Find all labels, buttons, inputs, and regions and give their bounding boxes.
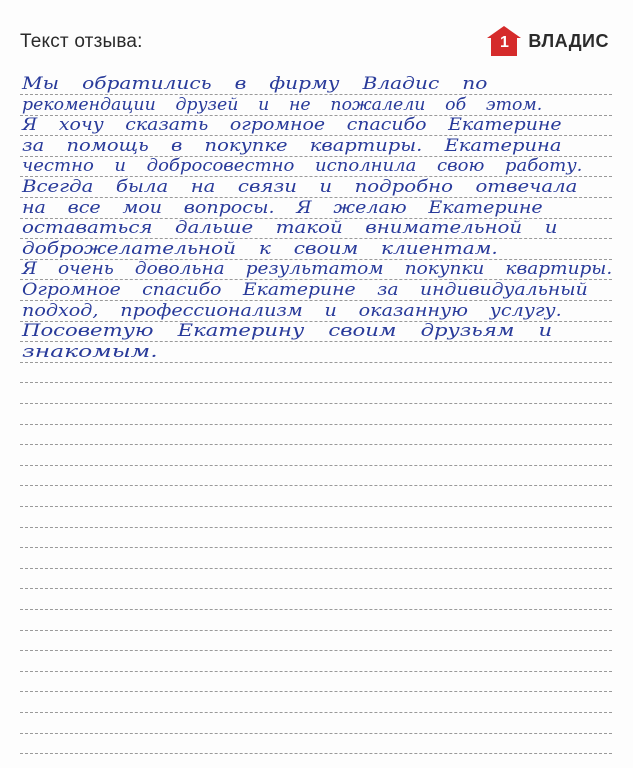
handwritten-line: доброжелательной к своим клиентам.: [22, 238, 498, 259]
logo-brand-name: ВЛАДИС: [528, 30, 609, 51]
ruled-line: [20, 547, 612, 548]
ruled-line: [20, 527, 612, 528]
handwritten-line: Я хочу сказать огромное спасибо Екатерине: [22, 115, 562, 136]
handwritten-line: оставаться дальше такой внимательной и: [22, 218, 558, 239]
ruled-line: [20, 424, 612, 425]
handwritten-line: Посоветую Екатерину своим друзьям и: [22, 321, 553, 342]
house-logo-icon: [487, 26, 521, 56]
ruled-line: [20, 671, 612, 672]
review-text-heading: Текст отзыва:: [20, 31, 143, 52]
logo-number: 1: [499, 34, 509, 51]
ruled-line: [20, 691, 612, 692]
ruled-line: [20, 465, 612, 466]
ruled-line: [20, 588, 612, 589]
handwritten-line: Я очень довольна результатом покупки квартиры.: [22, 259, 613, 280]
ruled-line: [20, 650, 612, 651]
handwritten-line: подход, профессионализм и оказанную услугу.: [22, 300, 562, 321]
handwritten-line: Мы обратились в фирму Владис по: [22, 74, 488, 94]
ruled-line: [20, 506, 612, 507]
vladis-logo: [487, 26, 609, 56]
ruled-line: [20, 382, 612, 383]
ruled-line: [20, 753, 612, 754]
ruled-line: [20, 362, 612, 363]
ruled-line: [20, 630, 612, 631]
handwritten-line: на все мои вопросы. Я желаю Екатерине: [22, 197, 543, 218]
ruled-line: [20, 712, 612, 713]
ruled-line: [20, 609, 612, 610]
ruled-line: [20, 403, 612, 404]
handwritten-line: Всегда была на связи и подробно отвечала: [22, 177, 578, 197]
handwritten-line: Огромное спасибо Екатерине за индивидуальный: [22, 280, 588, 300]
handwritten-line: честно и добросовестно исполнила свою работу.: [22, 156, 583, 177]
handwritten-line: за помощь в покупке квартиры. Екатерина: [22, 135, 562, 156]
ruled-line: [20, 733, 612, 734]
ruled-line: [20, 444, 612, 445]
handwritten-line: рекомендации друзей и не пожалели об этом.: [22, 94, 543, 115]
ruled-line: [20, 485, 612, 486]
handwritten-line: знакомым.: [22, 341, 158, 362]
ruled-line: [20, 568, 612, 569]
